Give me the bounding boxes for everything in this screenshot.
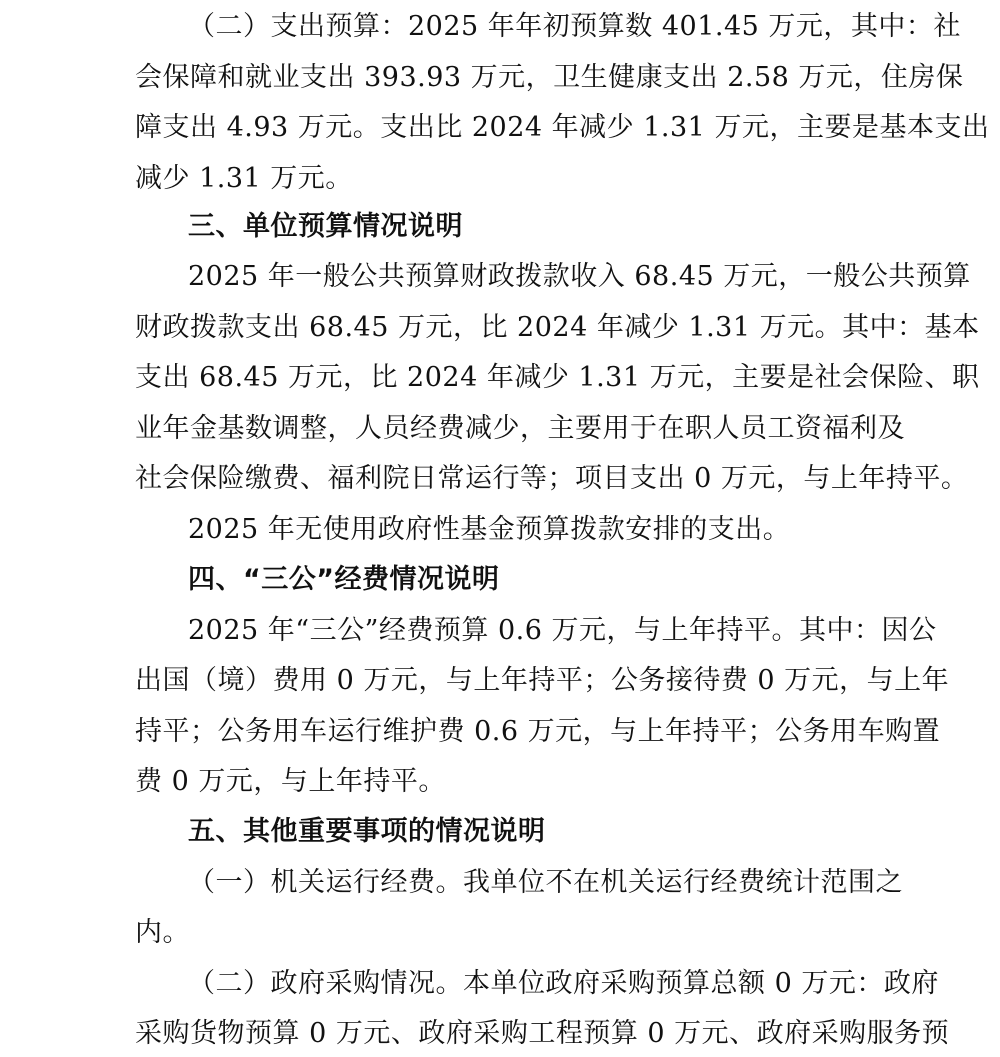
- paragraph-line: 支出 68.45 万元，比 2024 年减少 1.31 万元，主要是社会保险、职: [135, 362, 980, 393]
- paragraph-line: （二）支出预算：2025 年年初预算数 401.45 万元，其中：社: [188, 11, 961, 42]
- paragraph-line: 财政拨款支出 68.45 万元，比 2024 年减少 1.31 万元。其中：基本: [135, 312, 980, 343]
- paragraph-line: 障支出 4.93 万元。支出比 2024 年减少 1.31 万元，主要是基本支出: [135, 112, 990, 143]
- paragraph-line: 社会保险缴费、福利院日常运行等；项目支出 0 万元，与上年持平。: [135, 463, 969, 494]
- paragraph-line: 2025 年“三公”经费预算 0.6 万元，与上年持平。其中：因公: [188, 615, 937, 646]
- paragraph-line: 费 0 万元，与上年持平。: [135, 766, 446, 797]
- paragraph-line: 2025 年无使用政府性基金预算拨款安排的支出。: [188, 514, 791, 545]
- paragraph-line: （一）机关运行经费。我单位不在机关运行经费统计范围之: [188, 867, 903, 898]
- section-heading: 三、单位预算情况说明: [188, 211, 463, 242]
- paragraph-line: 出国（境）费用 0 万元，与上年持平；公务接待费 0 万元，与上年: [135, 665, 950, 696]
- paragraph-line: 内。: [135, 917, 190, 948]
- paragraph-line: 2025 年一般公共预算财政拨款收入 68.45 万元，一般公共预算: [188, 261, 971, 292]
- paragraph-line: 采购货物预算 0 万元、政府采购工程预算 0 万元、政府采购服务预: [135, 1018, 950, 1049]
- section-heading: 五、其他重要事项的情况说明: [188, 816, 546, 847]
- paragraph-line: 持平；公务用车运行维护费 0.6 万元，与上年持平；公务用车购置: [135, 716, 941, 747]
- paragraph-line: 业年金基数调整，人员经费减少，主要用于在职人员工资福利及: [135, 413, 905, 444]
- paragraph-line: 减少 1.31 万元。: [135, 163, 353, 194]
- paragraph-line: 会保障和就业支出 393.93 万元，卫生健康支出 2.58 万元，住房保: [135, 62, 964, 93]
- paragraph-line: （二）政府采购情况。本单位政府采购预算总额 0 万元：政府: [188, 968, 939, 999]
- section-heading: 四、“三公”经费情况说明: [188, 564, 500, 595]
